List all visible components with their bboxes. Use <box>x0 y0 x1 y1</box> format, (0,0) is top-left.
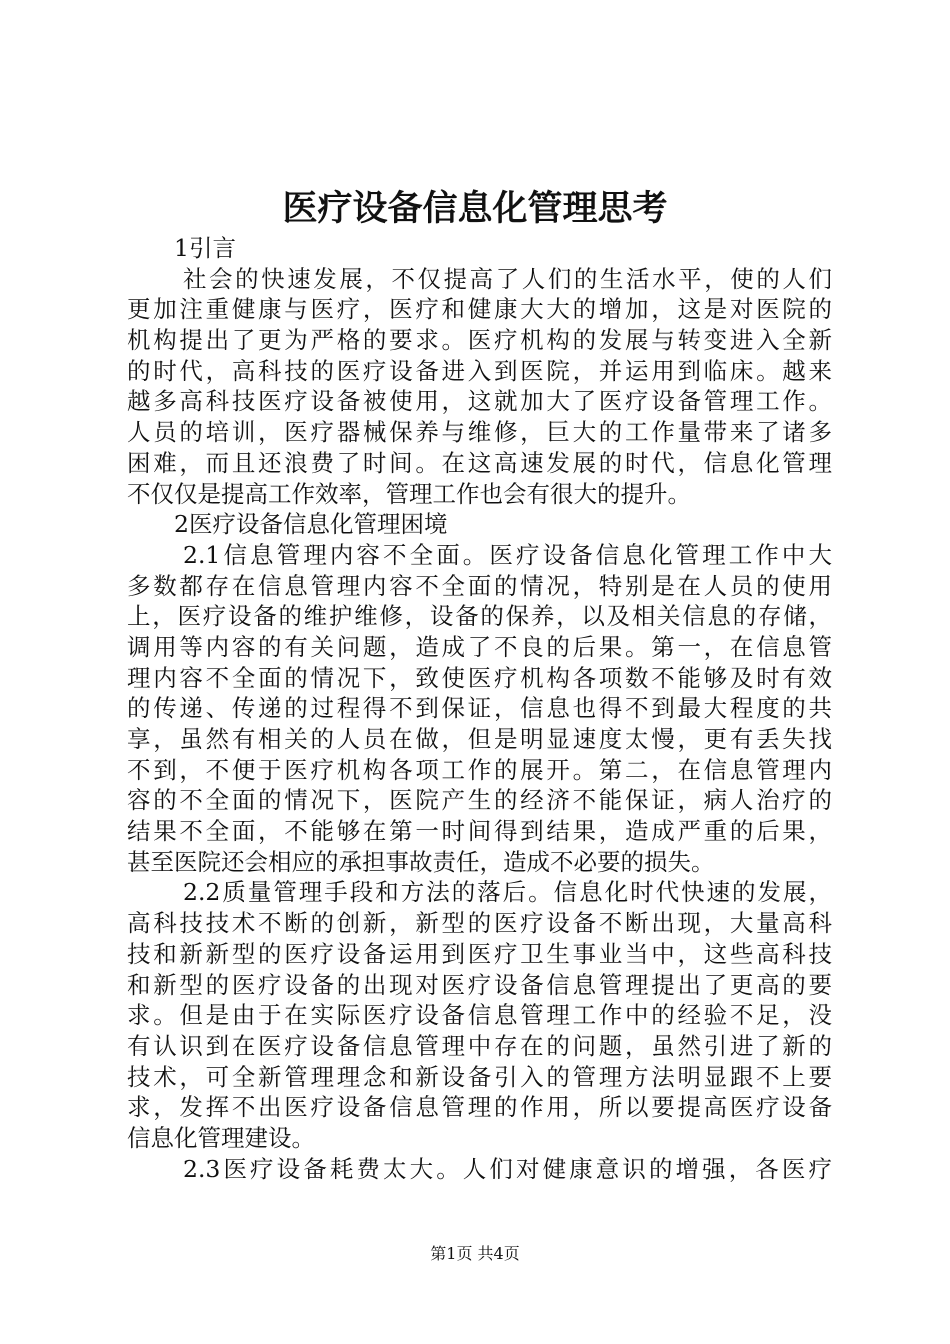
text-line: 高科技技术不断的创新，新型的医疗设备不断出现，大量高科 <box>127 909 832 938</box>
text-line: 上，医疗设备的维护维修，设备的保养，以及相关信息的存储， <box>127 602 832 631</box>
page-footer: 第1页 共4页 <box>430 1244 520 1263</box>
text-line: 结果不全面，不能够在第一时间得到结果，造成严重的后果， <box>127 817 832 846</box>
text-line: 调用等内容的有关问题，造成了不良的后果。第一，在信息管 <box>127 632 832 661</box>
text-line: 甚至医院还会相应的承担事故责任，造成不必要的损失。 <box>127 847 715 876</box>
text-line: 社会的快速发展，不仅提高了人们的生活水平，使的人们 <box>183 264 832 293</box>
text-line: 的传递、传递的过程得不到保证，信息也得不到最大程度的共 <box>127 694 832 723</box>
text-line: 不仅仅是提高工作效率，管理工作也会有很大的提升。 <box>127 479 691 508</box>
text-line: 技和新新型的医疗设备运用到医疗卫生事业当中，这些高科技 <box>127 939 832 968</box>
text-line: 技术，可全新管理理念和新设备引入的管理方法明显跟不上要 <box>127 1062 832 1091</box>
text-line: 更加注重健康与医疗，医疗和健康大大的增加，这是对医院的 <box>127 295 832 324</box>
text-line: 2.3医疗设备耗费太大。人们对健康意识的增强，各医疗 <box>183 1154 832 1183</box>
text-line: 和新型的医疗设备的出现对医疗设备信息管理提出了更高的要 <box>127 970 832 999</box>
text-line: 2.2质量管理手段和方法的落后。信息化时代快速的发展， <box>183 878 832 907</box>
section-heading: 2医疗设备信息化管理困境 <box>174 510 448 539</box>
text-line: 困难，而且还浪费了时间。在这高速发展的时代，信息化管理 <box>127 448 832 477</box>
text-line: 理内容不全面的情况下，致使医疗机构各项数不能够及时有效 <box>127 663 832 692</box>
text-line: 求，发挥不出医疗设备信息管理的作用，所以要提高医疗设备 <box>127 1093 832 1122</box>
text-line: 不到，不便于医疗机构各项工作的展开。第二，在信息管理内 <box>127 755 832 784</box>
text-line: 人员的培训，医疗器械保养与维修，巨大的工作量带来了诸多 <box>127 418 832 447</box>
text-line: 容的不全面的情况下，医院产生的经济不能保证，病人治疗的 <box>127 786 832 815</box>
text-line: 有认识到在医疗设备信息管理中存在的问题，虽然引进了新的 <box>127 1031 832 1060</box>
section-heading: 1引言 <box>174 234 236 262</box>
text-line: 的时代，高科技的医疗设备进入到医院，并运用到临床。越来 <box>127 356 832 385</box>
text-line: 享，虽然有相关的人员在做，但是明显速度太慢，更有丢失找 <box>127 725 832 753</box>
text-line: 信息化管理建设。 <box>127 1123 315 1152</box>
text-line: 越多高科技医疗设备被使用，这就加大了医疗设备管理工作。 <box>127 387 832 416</box>
document-title: 医疗设备信息化管理思考 <box>282 188 668 229</box>
text-line: 2.1信息管理内容不全面。医疗设备信息化管理工作中大 <box>183 540 832 569</box>
text-line: 求。但是由于在实际医疗设备信息管理工作中的经验不足，没 <box>127 1001 832 1030</box>
document-body <box>127 233 832 1184</box>
text-line: 机构提出了更为严格的要求。医疗机构的发展与转变进入全新 <box>127 326 832 355</box>
text-line: 多数都存在信息管理内容不全面的情况，特别是在人员的使用 <box>127 571 832 600</box>
